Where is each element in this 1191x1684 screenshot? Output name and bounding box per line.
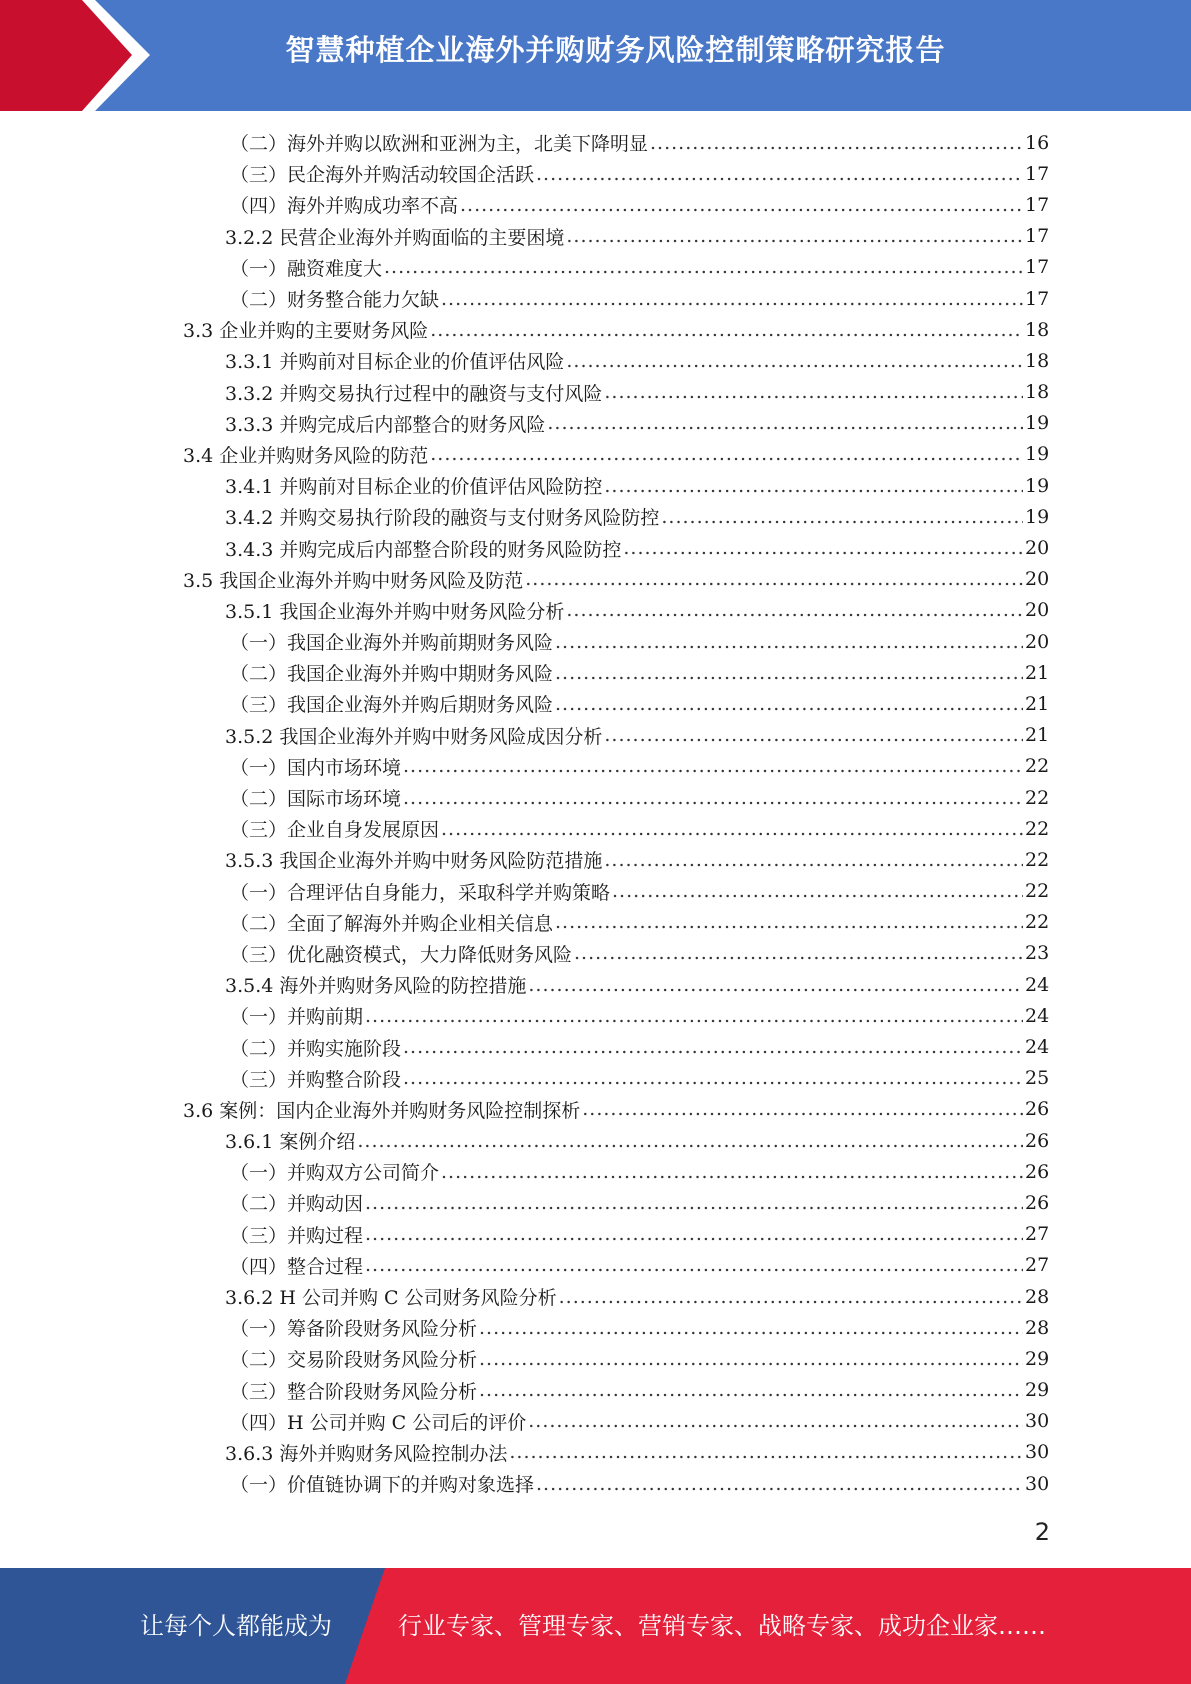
toc-dot-leader — [555, 911, 1023, 933]
toc-dot-leader — [365, 1005, 1023, 1027]
toc-entry-title: （一）并购双方公司简介 — [230, 1162, 440, 1185]
toc-entry[interactable] — [0, 876, 1191, 907]
toc-entry[interactable] — [0, 252, 1191, 283]
toc-dot-leader — [479, 1317, 1023, 1339]
toc-entry-page: 19 — [1025, 474, 1050, 497]
toc-entry-title: （一）融资难度大 — [230, 257, 383, 280]
page-footer — [0, 1568, 1191, 1684]
toc-dot-leader — [441, 818, 1023, 840]
toc-dot-leader — [365, 1254, 1023, 1276]
toc-dot-leader — [525, 568, 1023, 590]
toc-dot-leader — [430, 443, 1023, 465]
toc-entry-page: 25 — [1025, 1067, 1050, 1090]
toc-dot-leader — [547, 412, 1023, 434]
toc-entry[interactable] — [0, 1406, 1191, 1437]
toc-entry-page: 29 — [1025, 1347, 1050, 1370]
toc-dot-leader — [650, 132, 1023, 154]
toc-dot-leader — [528, 1410, 1023, 1432]
toc-dot-leader — [623, 537, 1023, 559]
toc-dot-leader — [509, 1441, 1023, 1463]
footer-slogan-left: 让每个人都能成为 — [140, 1612, 332, 1640]
toc-entry[interactable] — [0, 1281, 1191, 1312]
toc-entry[interactable] — [0, 1031, 1191, 1062]
toc-entry-title: （三）民企海外并购活动较国企活跃 — [230, 164, 535, 187]
toc-dot-leader — [441, 1161, 1023, 1183]
toc-entry[interactable] — [0, 221, 1191, 252]
toc-entry-title: 3.3 企业并购的主要财务风险 — [183, 320, 429, 343]
toc-entry-title: 3.4 企业并购财务风险的防范 — [183, 444, 429, 467]
toc-entry-title: （一）我国企业海外并购前期财务风险 — [230, 632, 554, 655]
toc-entry-page: 17 — [1025, 162, 1050, 185]
toc-entry-title: （三）我国企业海外并购后期财务风险 — [230, 694, 554, 717]
toc-entry-page: 26 — [1025, 1098, 1050, 1121]
toc-entry[interactable] — [0, 470, 1191, 501]
toc-entry[interactable] — [0, 408, 1191, 439]
toc-entry[interactable] — [0, 1063, 1191, 1094]
toc-entry-page: 22 — [1025, 755, 1050, 778]
toc-entry-page: 20 — [1025, 537, 1050, 560]
toc-dot-leader — [479, 1379, 1023, 1401]
toc-entry-title: （二）我国企业海外并购中期财务风险 — [230, 663, 554, 686]
toc-entry-page: 27 — [1025, 1254, 1050, 1277]
toc-entry-title: 3.3.2 并购交易执行过程中的融资与支付风险 — [225, 382, 603, 405]
toc-entry-title: （一）筹备阶段财务风险分析 — [230, 1318, 478, 1341]
toc-dot-leader — [403, 787, 1023, 809]
toc-dot-leader — [604, 381, 1023, 403]
toc-entry[interactable] — [0, 782, 1191, 813]
toc-entry-page: 30 — [1025, 1410, 1050, 1433]
toc-entry-page: 28 — [1025, 1316, 1050, 1339]
toc-dot-leader — [357, 1130, 1023, 1152]
toc-entry-page: 26 — [1025, 1160, 1050, 1183]
toc-entry-title: 3.3.1 并购前对目标企业的价值评估风险 — [225, 351, 565, 374]
toc-entry[interactable] — [0, 532, 1191, 563]
toc-entry-title: （一）合理评估自身能力，采取科学并购策略 — [230, 881, 611, 904]
toc-entry-title: （二）海外并购以欧洲和亚洲为主，北美下降明显 — [230, 133, 649, 156]
toc-entry-title: （二）并购实施阶段 — [230, 1037, 402, 1060]
toc-dot-leader — [555, 662, 1023, 684]
toc-entry-page: 20 — [1025, 599, 1050, 622]
toc-entry-page: 18 — [1025, 381, 1050, 404]
toc-entry-page: 26 — [1025, 1191, 1050, 1214]
toc-entry-title: 3.6 案例：国内企业海外并购财务风险控制探析 — [183, 1099, 581, 1122]
toc-entry[interactable] — [0, 657, 1191, 688]
toc-dot-leader — [574, 942, 1023, 964]
toc-dot-leader — [612, 880, 1023, 902]
toc-dot-leader — [566, 599, 1023, 621]
toc-dot-leader — [403, 1067, 1023, 1089]
toc-entry-title: （一）并购前期 — [230, 1006, 364, 1029]
toc-entry-title: 3.3.3 并购完成后内部整合的财务风险 — [225, 413, 546, 436]
toc-entry-page: 24 — [1025, 1036, 1050, 1059]
toc-entry-title: （三）企业自身发展原因 — [230, 819, 440, 842]
toc-entry-page: 17 — [1025, 225, 1050, 248]
toc-dot-leader — [559, 1286, 1023, 1308]
toc-entry-title: 3.6.3 海外并购财务风险控制办法 — [225, 1442, 508, 1465]
toc-entry-page: 19 — [1025, 443, 1050, 466]
toc-entry-title: （三）优化融资模式，大力降低财务风险 — [230, 943, 573, 966]
toc-entry-page: 20 — [1025, 630, 1050, 653]
toc-entry[interactable] — [0, 1343, 1191, 1374]
toc-entry-page: 28 — [1025, 1285, 1050, 1308]
toc-entry[interactable] — [0, 720, 1191, 751]
toc-entry[interactable] — [0, 1437, 1191, 1468]
toc-dot-leader — [403, 755, 1023, 777]
toc-entry-title: （二）国际市场环境 — [230, 788, 402, 811]
toc-entry-page: 16 — [1025, 131, 1050, 154]
toc-entry-title: 3.4.3 并购完成后内部整合阶段的财务风险防控 — [225, 538, 622, 561]
toc-dot-leader — [365, 1223, 1023, 1245]
toc-entry-title: 3.4.2 并购交易执行阶段的融资与支付财务风险防控 — [225, 507, 660, 530]
toc-entry-title: （二）并购动因 — [230, 1193, 364, 1216]
toc-entry-page: 22 — [1025, 786, 1050, 809]
toc-entry-page: 19 — [1025, 505, 1050, 528]
toc-entry-page: 19 — [1025, 412, 1050, 435]
toc-entry-page: 26 — [1025, 1129, 1050, 1152]
toc-entry-title: （一）价值链协调下的并购对象选择 — [230, 1474, 535, 1497]
toc-entry[interactable] — [0, 501, 1191, 532]
toc-entry[interactable] — [0, 813, 1191, 844]
toc-dot-leader — [365, 1192, 1023, 1214]
toc-entry-page: 17 — [1025, 256, 1050, 279]
toc-entry[interactable] — [0, 377, 1191, 408]
toc-entry-page: 18 — [1025, 349, 1050, 372]
toc-entry[interactable] — [0, 595, 1191, 626]
toc-entry[interactable] — [0, 844, 1191, 875]
toc-entry[interactable] — [0, 938, 1191, 969]
toc-dot-leader — [479, 1348, 1023, 1370]
toc-entry-title: 3.6.1 案例介绍 — [225, 1131, 356, 1154]
toc-dot-leader — [460, 194, 1023, 216]
toc-entry-title: 3.5.3 我国企业海外并购中财务风险防范措施 — [225, 850, 603, 873]
toc-dot-leader — [604, 475, 1023, 497]
toc-entry-title: 3.6.2 H 公司并购 C 公司财务风险分析 — [225, 1287, 557, 1310]
toc-entry[interactable] — [0, 907, 1191, 938]
toc-entry-title: （四）海外并购成功率不高 — [230, 195, 459, 218]
toc-entry[interactable] — [0, 345, 1191, 376]
toc-entry-page: 30 — [1025, 1441, 1050, 1464]
toc-dot-leader — [441, 288, 1023, 310]
toc-entry-title: 3.5.1 我国企业海外并购中财务风险分析 — [225, 600, 565, 623]
toc-dot-leader — [384, 256, 1023, 278]
toc-entry-page: 22 — [1025, 848, 1050, 871]
toc-entry-page: 21 — [1025, 661, 1050, 684]
toc-entry[interactable] — [0, 189, 1191, 220]
toc-entry-title: （二）财务整合能力欠缺 — [230, 289, 440, 312]
toc-entry-page: 18 — [1025, 318, 1050, 341]
toc-dot-leader — [555, 693, 1023, 715]
toc-dot-leader — [430, 319, 1023, 341]
toc-entry[interactable] — [0, 751, 1191, 782]
toc-dot-leader — [536, 1473, 1023, 1495]
toc-entry[interactable] — [0, 1312, 1191, 1343]
toc-entry-page: 24 — [1025, 973, 1050, 996]
toc-entry-title: （一）国内市场环境 — [230, 756, 402, 779]
toc-entry-title: 3.5.2 我国企业海外并购中财务风险成因分析 — [225, 725, 603, 748]
toc-entry[interactable] — [0, 127, 1191, 158]
toc-entry-title: 3.5 我国企业海外并购中财务风险及防范 — [183, 569, 524, 592]
toc-entry-page: 27 — [1025, 1223, 1050, 1246]
toc-entry-page: 24 — [1025, 1004, 1050, 1027]
toc-entry[interactable] — [0, 1000, 1191, 1031]
toc-entry[interactable] — [0, 626, 1191, 657]
toc-entry[interactable] — [0, 1187, 1191, 1218]
toc-entry[interactable] — [0, 1250, 1191, 1281]
toc-dot-leader — [604, 849, 1023, 871]
toc-entry-page: 22 — [1025, 817, 1050, 840]
table-of-contents — [0, 127, 1191, 1499]
toc-entry[interactable] — [0, 439, 1191, 470]
toc-entry[interactable] — [0, 1094, 1191, 1125]
page-header — [0, 0, 1191, 111]
toc-entry[interactable] — [0, 314, 1191, 345]
toc-entry[interactable] — [0, 564, 1191, 595]
toc-entry[interactable] — [0, 1219, 1191, 1250]
toc-entry-title: （三）并购过程 — [230, 1224, 364, 1247]
toc-dot-leader — [536, 163, 1023, 185]
toc-entry-page: 30 — [1025, 1472, 1050, 1495]
toc-dot-leader — [582, 1098, 1023, 1120]
toc-dot-leader — [604, 724, 1023, 746]
toc-entry-title: （二）交易阶段财务风险分析 — [230, 1349, 478, 1372]
header-chevron-graphic — [0, 0, 160, 111]
toc-dot-leader — [566, 225, 1023, 247]
toc-entry[interactable] — [0, 1468, 1191, 1499]
toc-entry-title: （三）并购整合阶段 — [230, 1068, 402, 1091]
toc-dot-leader — [528, 974, 1023, 996]
toc-entry[interactable] — [0, 688, 1191, 719]
toc-dot-leader — [566, 350, 1023, 372]
toc-entry-page: 17 — [1025, 193, 1050, 216]
toc-entry-page: 21 — [1025, 724, 1050, 747]
toc-dot-leader — [555, 631, 1023, 653]
toc-entry-title: （二）全面了解海外并购企业相关信息 — [230, 912, 554, 935]
toc-entry[interactable] — [0, 1125, 1191, 1156]
toc-entry-title: （四）整合过程 — [230, 1255, 364, 1278]
toc-entry-title: （四）H 公司并购 C 公司后的评价 — [230, 1411, 527, 1434]
toc-entry[interactable] — [0, 1375, 1191, 1406]
toc-entry[interactable] — [0, 1156, 1191, 1187]
toc-entry-title: 3.4.1 并购前对目标企业的价值评估风险防控 — [225, 476, 603, 499]
toc-entry-page: 22 — [1025, 911, 1050, 934]
toc-entry-title: 3.2.2 民营企业海外并购面临的主要困境 — [225, 226, 565, 249]
document-title: 智慧种植企业海外并购财务风险控制策略研究报告 — [285, 33, 946, 67]
page-number: 2 — [1034, 1518, 1050, 1546]
toc-entry-page: 29 — [1025, 1379, 1050, 1402]
toc-entry-page: 17 — [1025, 287, 1050, 310]
chevron-red-shape — [0, 0, 132, 111]
toc-entry[interactable] — [0, 158, 1191, 189]
toc-entry-page: 22 — [1025, 880, 1050, 903]
footer-slogan-right: 行业专家、管理专家、营销专家、战略专家、成功企业家…… — [398, 1612, 1046, 1640]
toc-entry-page: 20 — [1025, 568, 1050, 591]
toc-dot-leader — [403, 1036, 1023, 1058]
toc-entry-page: 21 — [1025, 692, 1050, 715]
toc-dot-leader — [661, 506, 1023, 528]
toc-entry[interactable] — [0, 283, 1191, 314]
toc-entry-title: （三）整合阶段财务风险分析 — [230, 1380, 478, 1403]
toc-entry-title: 3.5.4 海外并购财务风险的防控措施 — [225, 975, 527, 998]
toc-entry[interactable] — [0, 969, 1191, 1000]
toc-entry-page: 23 — [1025, 942, 1050, 965]
